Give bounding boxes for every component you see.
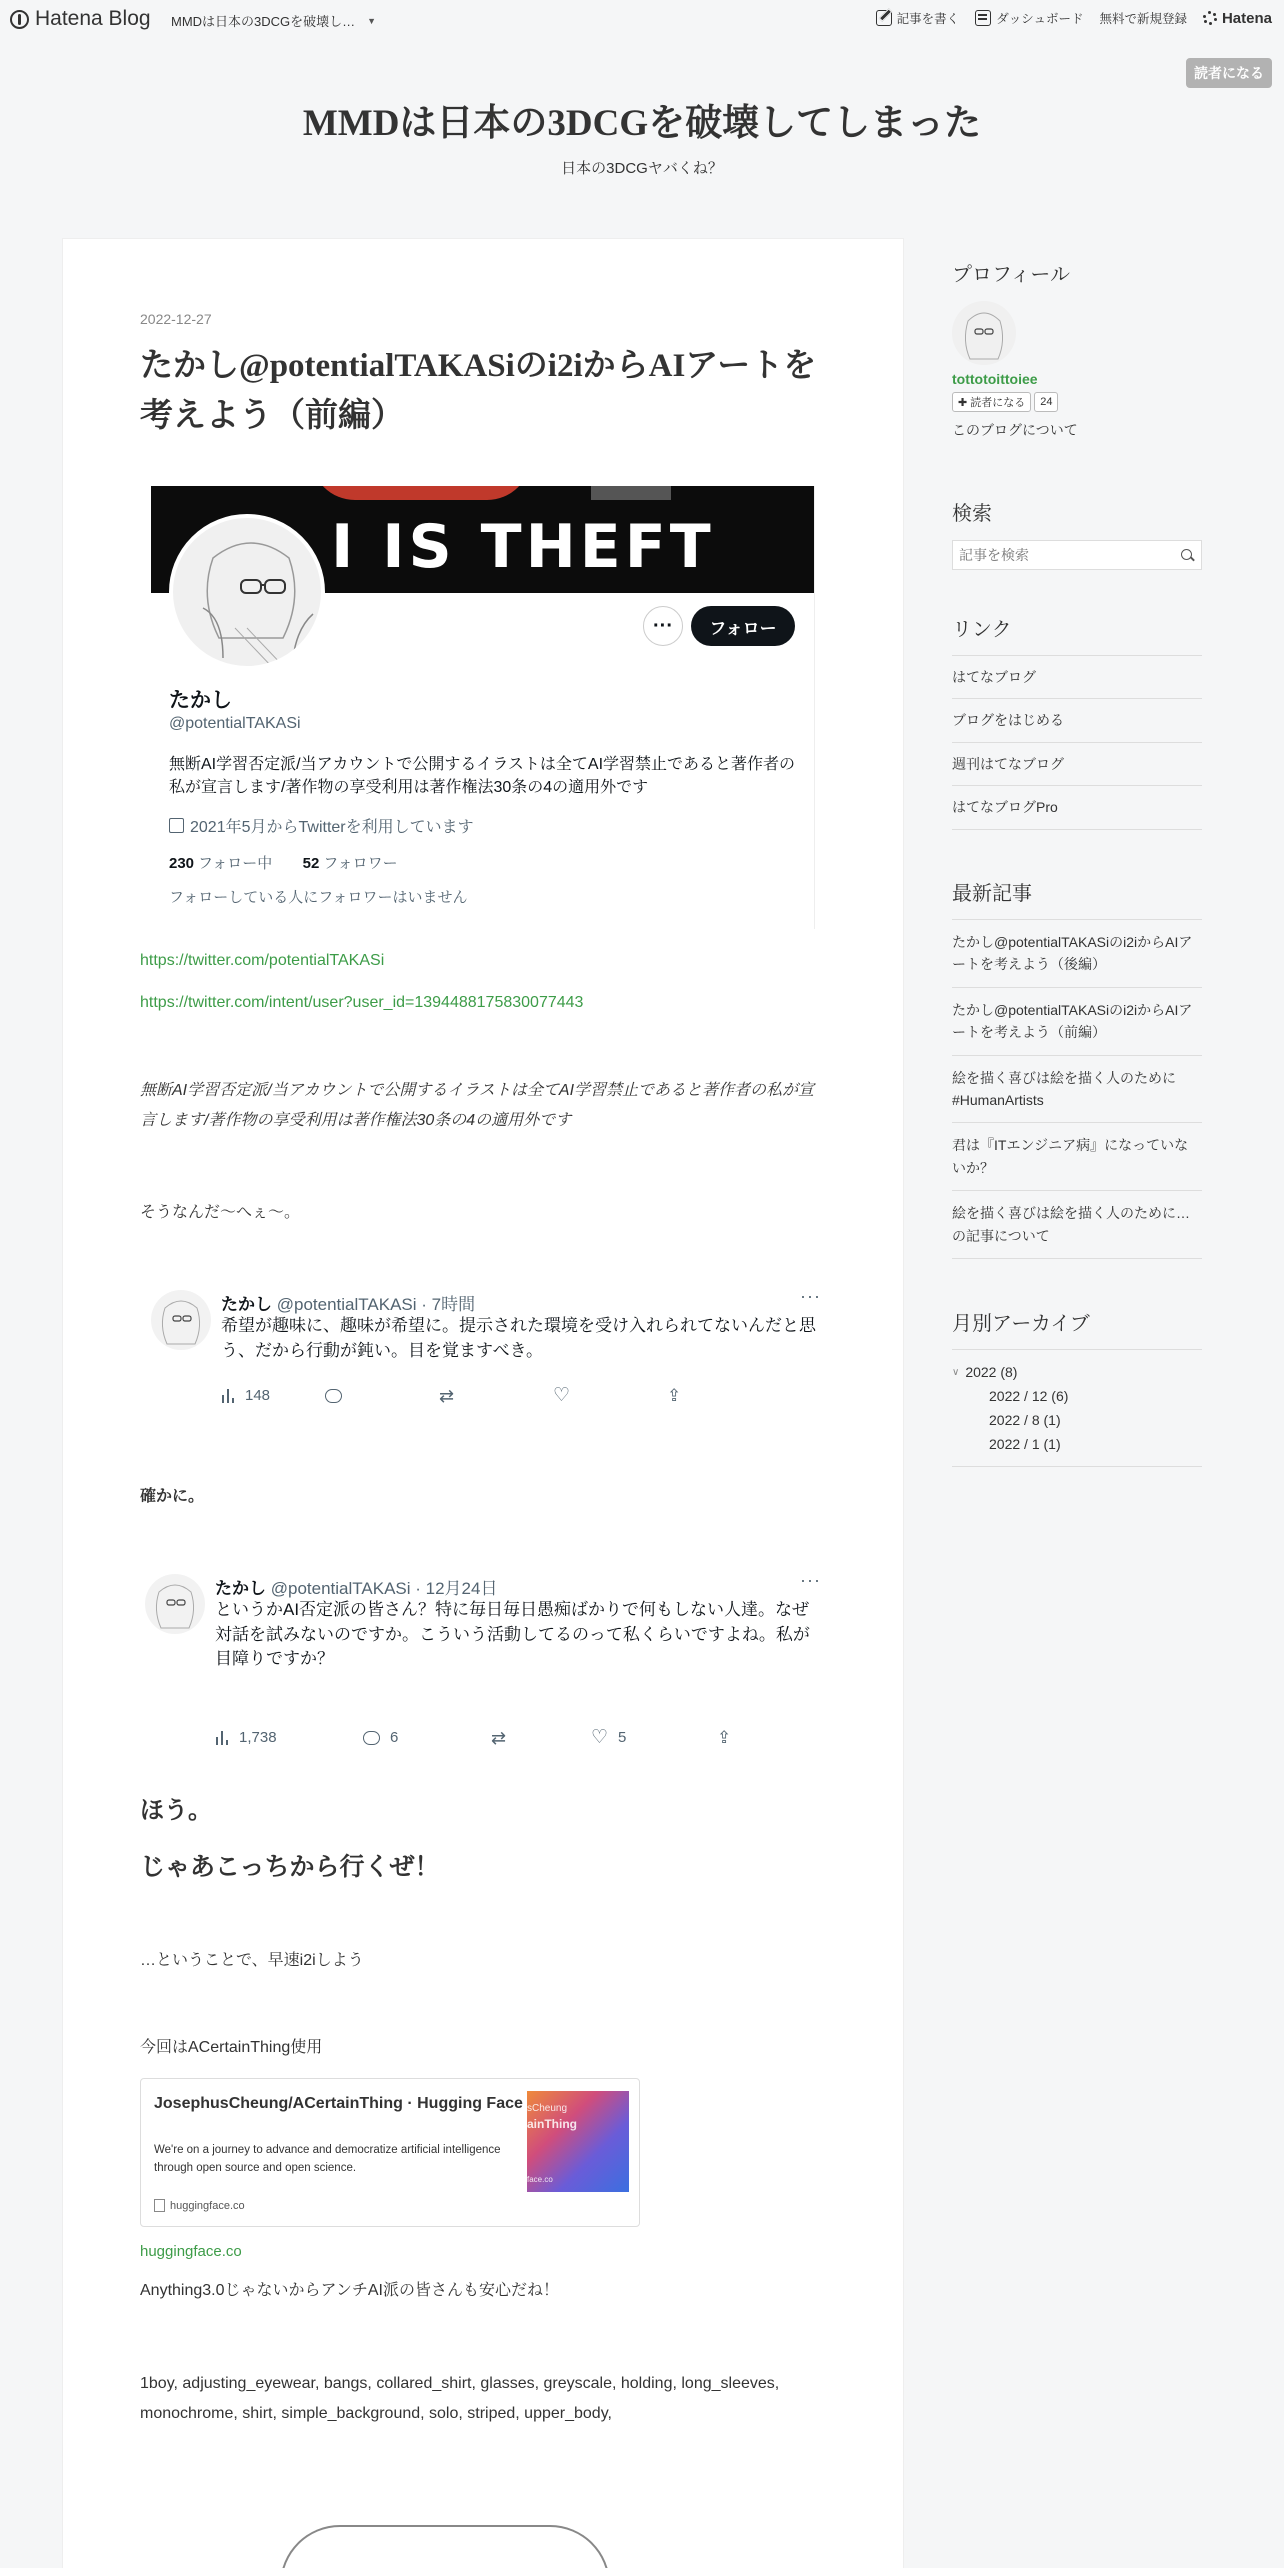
sidebar-link-hatenablog[interactable]: はてなブログ	[952, 656, 1202, 699]
edit-icon	[876, 10, 892, 26]
paragraph-5: Anything3.0じゃないからアンチAI派の皆さんも安心だね！	[140, 2282, 559, 2299]
tweet-avatar	[151, 1290, 211, 1350]
reply-stat	[325, 1386, 439, 1405]
tags-line-1: 1boy, adjusting_eyewear, bangs, collared_shirt, glasses, greyscale, holding, long_sleeves,	[140, 2375, 780, 2392]
sidebar-links	[952, 613, 1202, 830]
twitter-profile-link[interactable]: https://twitter.com/potentialTAKASi	[140, 952, 385, 969]
share-stat	[667, 1386, 681, 1405]
link-card-thumbnail[interactable]	[527, 2091, 629, 2192]
sidebar-archive	[952, 1307, 1202, 1467]
tweet-meta: @potentialTAKASi · 12月24日	[270, 1579, 498, 1598]
tweet-author: たかし	[215, 1579, 266, 1598]
search-heading: 検索	[952, 503, 992, 525]
views-stat	[215, 1728, 363, 1747]
sidebar-link-pro[interactable]: はてなブログPro	[952, 786, 1202, 829]
thumb-text-2: ainThing	[527, 2117, 577, 2131]
blog-selector-label: MMDは日本の3DCGを破壊し…	[171, 14, 356, 29]
link-card-description: We're on a journey to advance and democratize artificial intelligence through open source and open science.	[154, 2144, 501, 2175]
hatena-dots-icon	[1203, 11, 1217, 25]
tweet-header	[221, 1290, 475, 1315]
tweet-header	[215, 1574, 497, 1599]
search-icon[interactable]	[1181, 549, 1192, 560]
tweet-actions	[221, 1386, 681, 1405]
like-count: 5	[618, 1729, 627, 1746]
tweet-text: というかAI否定派の皆さん？特に毎日毎日愚痴ばかりで何もしない人達。なぜ対話を試みないのですか。こういう活動してるのって私くらいですよね。私が目障りですか？	[215, 1600, 810, 1669]
archive-heading: 月別アーカイブ	[952, 1313, 1090, 1335]
reply-count: 6	[390, 1729, 399, 1746]
write-post-link[interactable]	[876, 9, 960, 27]
thumb-text-3: face.co	[527, 2175, 553, 2184]
sidebar-profile	[952, 258, 1202, 440]
sidebar-subscribe-row	[952, 392, 1202, 412]
views-icon	[215, 1731, 229, 1745]
profile-heading: プロフィール	[952, 264, 1070, 286]
dashboard-icon	[975, 10, 991, 26]
document-icon	[154, 2199, 165, 2212]
plus-icon: ✚	[958, 396, 968, 409]
tweet-embed-2	[145, 1570, 825, 1748]
tweet-meta: @potentialTAKASi · 7時間	[276, 1295, 476, 1314]
link-card-site-label: huggingface.co	[170, 2199, 245, 2212]
followers-count: 52	[302, 855, 320, 872]
paragraph-1: そうなんだ～へぇ～。	[140, 1204, 301, 1221]
tweet-avatar	[145, 1574, 205, 1634]
profile-joined-text: 2021年5月からTwitterを利用しています	[190, 819, 474, 836]
recent-post-5[interactable]: 絵を描く喜びは絵を描く人のために…の記事について	[952, 1191, 1202, 1259]
tweet-embed-1	[151, 1286, 831, 1406]
blog-selector[interactable]	[171, 11, 376, 30]
profile-joined	[169, 814, 474, 837]
retweet-stat	[491, 1728, 591, 1747]
profile-name: たかし	[169, 689, 232, 712]
thumb-text-1: sCheung	[527, 2103, 568, 2114]
hatena-blog-logo[interactable]	[10, 7, 151, 31]
heart-icon: ♡	[591, 1727, 609, 1748]
retweet-icon: ⇄	[439, 1385, 455, 1406]
retweet-stat	[439, 1386, 553, 1405]
about-blog-link[interactable]: このブログについて	[952, 422, 1078, 438]
recent-post-1[interactable]: たかし@potentialTAKASiのi2iからAIアートを考えよう（後編）	[952, 920, 1202, 988]
tweet-more-icon: ···	[800, 1570, 821, 1590]
recent-post-3[interactable]: 絵を描く喜びは絵を描く人のために #HumanArtists	[952, 1056, 1202, 1124]
paragraph-2: 確かに。	[140, 1488, 205, 1505]
blog-title[interactable]: MMDは日本の3DCGを破壊してしまった	[302, 103, 982, 144]
heading-1: ほう。	[140, 1797, 212, 1824]
views-count: 1,738	[239, 1729, 277, 1746]
archive-year-label: 2022 (8)	[965, 1364, 1018, 1380]
archive-year[interactable]	[952, 1364, 1202, 1380]
entry-date[interactable]: 2022-12-27	[140, 311, 212, 327]
tweet-more-icon: ···	[800, 1286, 821, 1306]
paragraph-4: 今回はACertainThing使用	[140, 2039, 323, 2056]
twitter-profile-screenshot	[151, 486, 815, 929]
caret-down-icon: ▼	[367, 15, 377, 26]
calendar-icon	[169, 818, 184, 833]
dashboard-link[interactable]	[975, 9, 1083, 27]
global-header	[0, 0, 1284, 38]
sidebar-avatar[interactable]	[952, 301, 1016, 365]
tags-line-2: monochrome, shirt, simple_background, solo, striped, upper_body,	[140, 2405, 612, 2422]
source-link[interactable]: huggingface.co	[140, 2243, 242, 2260]
reply-icon	[363, 1731, 380, 1745]
archive-month-3[interactable]: 2022 / 1 (1)	[952, 1436, 1202, 1467]
write-post-label: 記事を書く	[896, 12, 960, 26]
logo-text: Hatena Blog	[35, 7, 151, 30]
signup-label: 無料で新規登録	[1099, 12, 1187, 26]
tweet-text: 希望が趣味に、趣味が希望に。提示された環境を受け入れられてないんだと思う、だから行動が鈍い。目を覚ますべき。	[221, 1316, 816, 1360]
profile-avatar	[169, 514, 325, 670]
archive-month-2[interactable]: 2022 / 8 (1)	[989, 1412, 1061, 1428]
heart-icon: ♡	[553, 1385, 571, 1406]
profile-stats	[169, 852, 398, 873]
followers-label: フォロワー	[323, 855, 398, 872]
recent-heading: 最新記事	[952, 883, 1032, 905]
following-label: フォロー中	[198, 855, 273, 872]
main-content	[62, 238, 904, 2568]
twitter-intent-link[interactable]: https://twitter.com/intent/user?user_id=1394488175830077443	[140, 994, 584, 1011]
link-card-site	[154, 2199, 245, 2212]
share-icon: ⇪	[717, 1728, 732, 1747]
subscribe-button[interactable]: 読者になる	[1186, 58, 1272, 88]
sidebar-subscribe-button[interactable]	[952, 392, 1031, 412]
banner-text: I IS THEFT	[331, 512, 715, 582]
tweet-actions	[215, 1728, 731, 1747]
search-input[interactable]	[953, 541, 1163, 569]
sidebar-link-start-blog[interactable]: ブログをはじめる	[952, 699, 1202, 742]
share-icon: ⇪	[667, 1386, 682, 1405]
reply-stat	[363, 1728, 491, 1747]
sidebar-recent	[952, 877, 1202, 1259]
link-card[interactable]	[140, 2078, 640, 2227]
dashboard-label: ダッシュボード	[996, 12, 1084, 26]
profile-handle: @potentialTAKASi	[169, 715, 301, 732]
sidebar-username[interactable]: tottotoittoiee	[952, 371, 1038, 387]
link-card-title[interactable]: JosephusCheung/ACertainThing · Hugging Face	[154, 2095, 523, 2112]
hatena-link[interactable]	[1203, 10, 1272, 27]
links-heading: リンク	[952, 619, 1012, 641]
paragraph-3: …ということで、早速i2iしよう	[140, 1952, 364, 1969]
reply-icon	[325, 1389, 342, 1403]
sidebar-search	[952, 497, 1202, 570]
signup-link[interactable]	[1099, 9, 1187, 27]
recent-post-2[interactable]: たかし@potentialTAKASiのi2iからAIアートを考えよう（前編）	[952, 988, 1202, 1056]
sidebar-subscribe-label: 読者になる	[970, 397, 1026, 409]
recent-post-4[interactable]: 君は『ITエンジニア病』になっていないか？	[952, 1123, 1202, 1191]
share-stat	[717, 1728, 731, 1747]
follow-button-image: フォロー	[691, 606, 795, 646]
top-nav	[876, 9, 1272, 27]
archive-month-1[interactable]: 2022 / 12 (6)	[989, 1388, 1069, 1404]
entry-title[interactable]: たかし@potentialTAKASiのi2iからAIアートを考えよう（前編）	[140, 348, 817, 434]
profile-bio: 無断AI学習否定派/当アカウントで公開するイラストは全てAI学習禁止であると著作者の私が宣言します/著作物の享受利用は著作権法30条の4の適用外です	[169, 756, 796, 797]
generated-image-preview	[280, 2525, 610, 2568]
chevron-down-icon: ∨	[952, 1366, 960, 1378]
views-count: 148	[245, 1387, 271, 1404]
more-options-icon: ···	[643, 606, 683, 646]
tweet-author: たかし	[221, 1295, 272, 1314]
views-icon	[221, 1389, 235, 1403]
hatena-logo-icon	[10, 10, 29, 29]
subscriber-count[interactable]: 24	[1034, 392, 1058, 412]
like-stat	[591, 1728, 717, 1747]
bio-quote: 無断AI学習否定派/当アカウントで公開するイラストは全てAI学習禁止であると著作者の私が宣言します/著作物の享受利用は著作権法30条の4の適用外です	[140, 1082, 815, 1130]
following-count: 230	[169, 855, 195, 872]
retweet-icon: ⇄	[491, 1727, 507, 1748]
no-mutual-followers: フォローしている人にフォロワーはいません	[169, 889, 468, 906]
blog-description: 日本の3DCGヤバくね？	[561, 160, 723, 177]
views-stat	[221, 1386, 325, 1405]
search-field[interactable]	[952, 540, 1202, 570]
hatena-label: Hatena	[1221, 9, 1272, 27]
sidebar-link-weekly[interactable]: 週刊はてなブログ	[952, 743, 1202, 786]
like-stat	[553, 1386, 667, 1405]
heading-2: じゃあこっちから行くぜ！	[140, 1853, 440, 1881]
